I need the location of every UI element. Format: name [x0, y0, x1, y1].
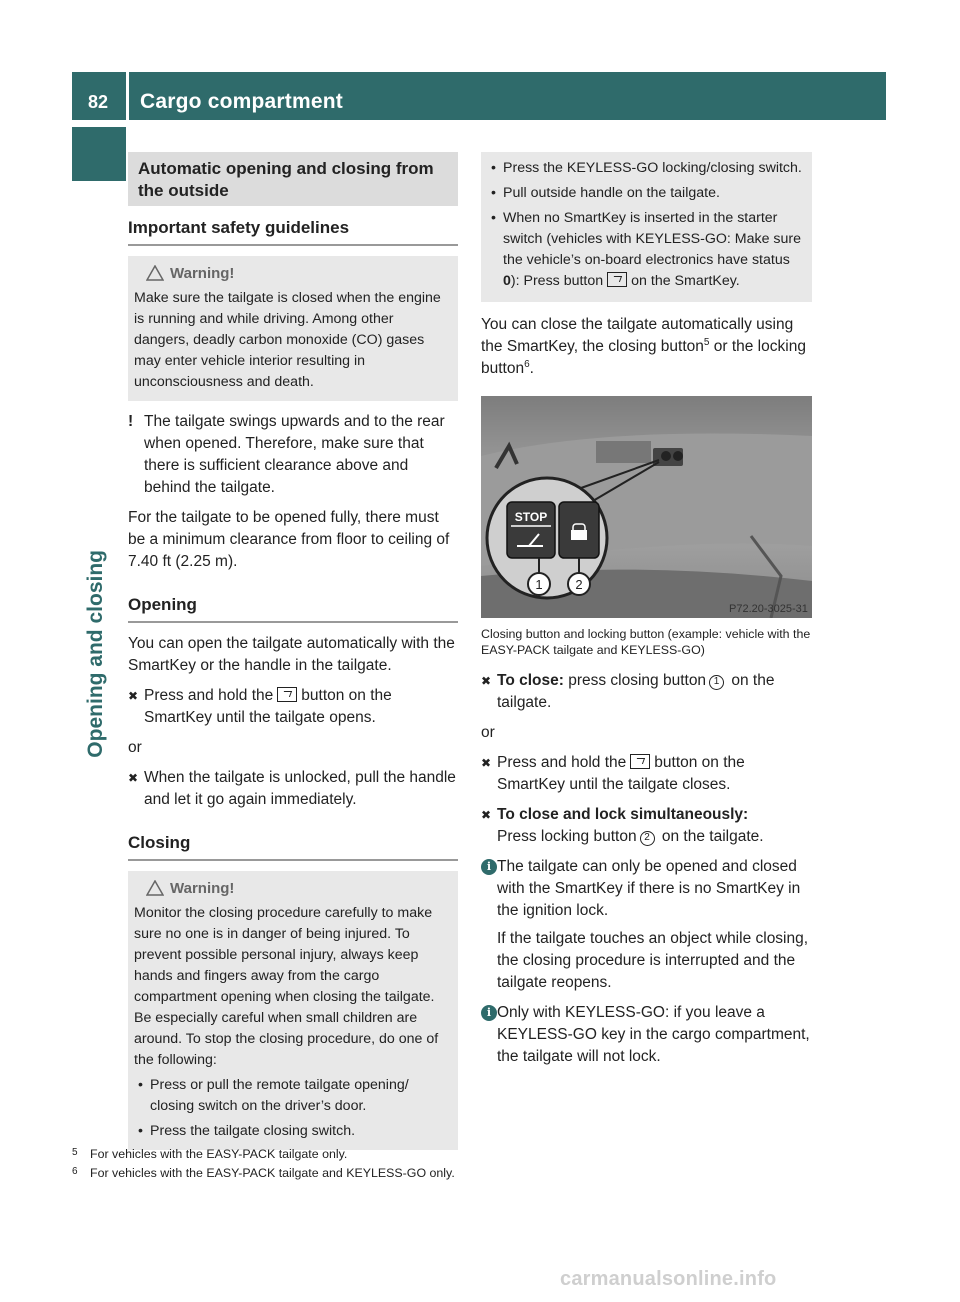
step-arrow-icon: ✖	[128, 689, 139, 703]
warning-text: Make sure the tailgate is closed when the engine is running and while driving. Among other dangers, deadly carbon monoxide (CO) gases may enter vehicle interior resulting in unconsciousness and death.	[134, 290, 441, 390]
list-item: • Press the tailgate closing switch.	[138, 1123, 356, 1139]
footnotes	[72, 1145, 772, 1183]
tailgate-key-icon	[630, 754, 650, 769]
stop-label: STOP	[514, 510, 548, 524]
info-note-2: i Only with KEYLESS-GO: if you leave a KEYLESS-GO key in the cargo compartment, the tailgate will not lock.	[481, 1002, 812, 1068]
list-item: • Press the KEYLESS-GO locking/closing switch.	[491, 160, 802, 176]
warning-triangle-icon	[146, 265, 164, 281]
right-column	[481, 152, 812, 1076]
opening-intro: You can open the tailgate automatically with the SmartKey or the handle in the tailgate.	[128, 635, 455, 674]
page-number-box	[72, 72, 126, 120]
opening-heading: Opening	[128, 583, 458, 623]
clearance-text: For the tailgate to be opened fully, there must be a minimum clearance from floor to ceiling of 7.40 ft (2.25 m).	[128, 509, 450, 570]
warning-title: Warning!	[134, 879, 452, 899]
or-text: or	[481, 724, 495, 741]
step-arrow-icon: ✖	[481, 808, 492, 822]
header-bar	[129, 72, 886, 120]
page-title: Cargo compartment	[140, 90, 343, 113]
stop-options-box	[481, 152, 812, 302]
or-text: or	[128, 739, 142, 756]
warning-box	[128, 256, 458, 401]
list-item: • When no SmartKey is inserted in the starter switch (vehicles with KEYLESS-GO: Make sure the vehicle’s on-board electronics have status 0): Press button on the SmartKey.	[491, 210, 802, 289]
callout-1-icon: 1	[709, 675, 724, 690]
side-tab	[84, 550, 124, 758]
list-item: • Pull outside handle on the tailgate.	[491, 185, 720, 201]
photo-ref: P72.20-3025-31	[729, 603, 808, 615]
callout-1: 1	[535, 577, 543, 592]
step-arrow-icon: ✖	[481, 756, 492, 770]
side-tab-label: Opening and closing	[84, 550, 107, 758]
info-icon: i	[481, 859, 497, 875]
page-number: 82	[88, 92, 109, 112]
footnote: 5 For vehicles with the EASY-PACK tailgate only.	[72, 1147, 348, 1161]
warning-title: Warning!	[134, 264, 452, 284]
tailgate-photo	[481, 396, 812, 618]
info-icon: i	[481, 1005, 497, 1021]
step-arrow-icon: ✖	[128, 771, 139, 785]
safety-heading: Important safety guidelines	[128, 206, 458, 246]
footnote: 6 For vehicles with the EASY-PACK tailgate and KEYLESS-GO only.	[72, 1166, 455, 1180]
warning-text: Monitor the closing procedure carefully to make sure no one is in danger of being injured. To prevent possible personal injury, always keep hands and fingers away from the cargo compartment opening when closing the tailgate. Be especially careful when small children are around. To stop the closing procedure, do one of the following:	[134, 905, 439, 1068]
list-item: • Press or pull the remote tailgate opening/ closing switch on the driver’s door.	[138, 1077, 409, 1114]
callout-2-icon: 2	[640, 831, 655, 846]
note	[128, 411, 458, 499]
press-hold-step: ✖ Press and hold the button on the SmartKey until the tailgate closes.	[481, 754, 745, 793]
info-note-1-extra: If the tailgate touches an object while closing, the closing procedure is interrupted and the tailgate reopens.	[497, 930, 809, 991]
tailgate-illustration	[481, 396, 812, 618]
info-note-1: i The tailgate can only be opened and closed with the SmartKey if there is no SmartKey in the ignition lock. If the tailgate touches an object while closing, the closing procedure is interrupted and the tailgate reopens.	[481, 856, 812, 994]
side-tab-marker	[72, 127, 126, 181]
tailgate-key-icon	[607, 272, 627, 287]
note-text: The tailgate swings upwards and to the rear when opened. Therefore, make sure that there is sufficient clearance above and behind the tailgate.	[144, 413, 445, 496]
opening-step-2: ✖ When the tailgate is unlocked, pull the handle and let it go again immediately.	[128, 769, 456, 808]
warning-triangle-icon	[146, 880, 164, 896]
close-intro: You can close the tailgate automatically using the SmartKey, the closing button$^5$ or the locking button$^6$.	[481, 316, 806, 377]
close-lock-step: ✖ To close and lock simultaneously: Press locking button 2 on the tailgate.	[481, 806, 764, 845]
step-arrow-icon: ✖	[481, 674, 492, 688]
photo-caption: Closing button and locking button (example: vehicle with the EASY-PACK tailgate and KEYLESS-GO)	[481, 627, 811, 657]
opening-step-1: ✖ Press and hold the button on the SmartKey until the tailgate opens.	[128, 687, 392, 726]
tailgate-key-icon	[277, 687, 297, 702]
section-title: Automatic opening and closing from the outside	[128, 152, 458, 206]
closing-heading: Closing	[128, 821, 458, 861]
callout-2: 2	[575, 577, 583, 592]
attention-icon: !	[128, 413, 134, 430]
warning-box-2	[128, 871, 458, 1150]
to-close-step: ✖ To close: press closing button 1 on the tailgate.	[481, 672, 775, 711]
watermark: carmanualsonline.info	[560, 1268, 777, 1290]
left-column	[128, 152, 458, 1160]
